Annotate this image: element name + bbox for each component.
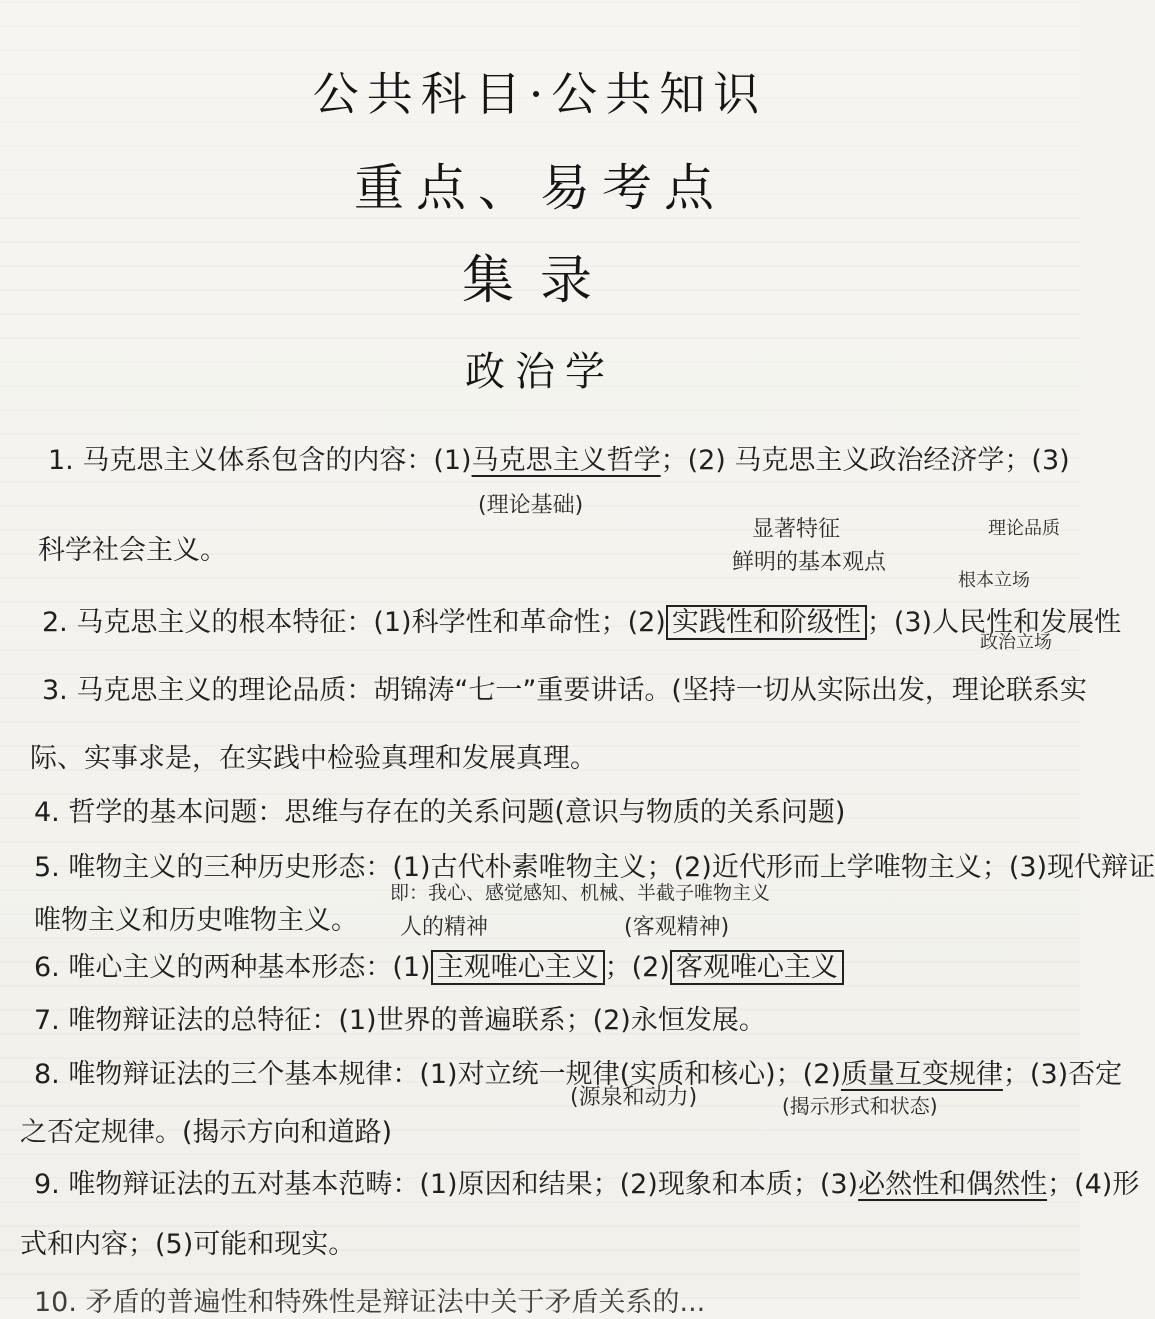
item-8-continued: 之否定规律。(揭示方向和道路)	[20, 1117, 393, 1148]
section-title-politics: 政治学	[465, 349, 615, 395]
item-9-text-a: 9. 唯物辩证法的五对基本范畴：(1)原因和结果；(2)现象和本质；(3)	[34, 1169, 859, 1200]
item-9-necessity-chance: 必然性和偶然性	[858, 1169, 1048, 1200]
item-8-note-source: (源泉和动力)	[570, 1085, 698, 1110]
item-2-text-a: 2. 马克思主义的根本特征：(1)科学性和革命性；(2)	[42, 607, 666, 638]
item-2-note-salient: 显著特征	[752, 517, 841, 542]
item-2-note-basic-view: 鲜明的基本观点	[732, 550, 887, 575]
item-6-note-human-spirit: 人的精神	[400, 915, 489, 940]
item-7: 7. 唯物辩证法的总特征：(1)世界的普遍联系；(2)永恒发展。	[34, 1005, 766, 1036]
item-8-quantity-quality: 质量互变规律	[840, 1059, 1003, 1090]
subtitle-collection: 集录	[461, 251, 618, 311]
item-1-note: (理论基础)	[478, 493, 584, 518]
item-2-note-fundamental-stance: 根本立场	[958, 570, 1030, 591]
item-1-philosophy: 马克思主义哲学	[471, 445, 661, 476]
item-9-continued: 式和内容；(5)可能和现实。	[20, 1229, 356, 1260]
subtitle-key-points: 重点、易考点	[354, 159, 726, 217]
item-5-note: 即：我心、感觉感知、机械、半截子唯物主义	[390, 882, 771, 904]
item-6-note-objective-spirit: (客观精神)	[624, 915, 730, 940]
item-2-text-c: ；(3)人民性和发展性	[866, 607, 1122, 638]
item-1-continued: 科学社会主义。	[38, 535, 227, 566]
item-6	[34, 945, 844, 984]
item-6-text-c: ；(2)	[604, 952, 670, 983]
item-2-note-political-stance: 政治立场	[980, 632, 1052, 653]
item-2-practice-class: 实践性和阶级性	[666, 605, 867, 640]
item-4: 4. 哲学的基本问题：思维与存在的关系问题(意识与物质的关系问题)	[34, 797, 846, 828]
item-9-text-c: ；(4)形	[1047, 1169, 1140, 1200]
item-8-text-c: ；(3)否定	[1002, 1059, 1123, 1090]
item-3-continued: 际、实事求是，在实践中检验真理和发展真理。	[30, 743, 597, 774]
item-2	[42, 600, 1121, 639]
item-5-continued: 唯物主义和历史唯物主义。	[34, 905, 358, 936]
item-8-text-a: 8. 唯物辩证法的三个基本规律：(1)对立统一规律(实质和核心)；(2)	[34, 1059, 841, 1090]
item-2-note-theory-quality: 理论品质	[988, 518, 1060, 539]
item-6-objective-idealism: 客观唯心主义	[670, 950, 844, 985]
item-10-partial: 10. 矛盾的普遍性和特殊性是辩证法中关于矛盾关系的...	[34, 1287, 706, 1318]
item-5: 5. 唯物主义的三种历史形态：(1)古代朴素唯物主义；(2)近代形而上学唯物主义；(3)现代辩证	[34, 852, 1155, 883]
item-1	[48, 438, 1070, 477]
main-title: 公共科目·公共知识	[312, 67, 768, 121]
item-8-note-form: (揭示形式和状态)	[782, 1094, 938, 1118]
item-1-text-a: 1. 马克思主义体系包含的内容：(1)	[48, 445, 472, 476]
item-1-text-c: ；(2) 马克思主义政治经济学；(3)	[660, 445, 1070, 476]
item-3: 3. 马克思主义的理论品质：胡锦涛“七一”重要讲话。(坚持一切从实际出发，理论联系实	[42, 675, 1087, 706]
item-6-text-a: 6. 唯心主义的两种基本形态：(1)	[34, 952, 431, 983]
item-9	[34, 1162, 1139, 1201]
item-6-subjective-idealism: 主观唯心主义	[431, 950, 605, 985]
